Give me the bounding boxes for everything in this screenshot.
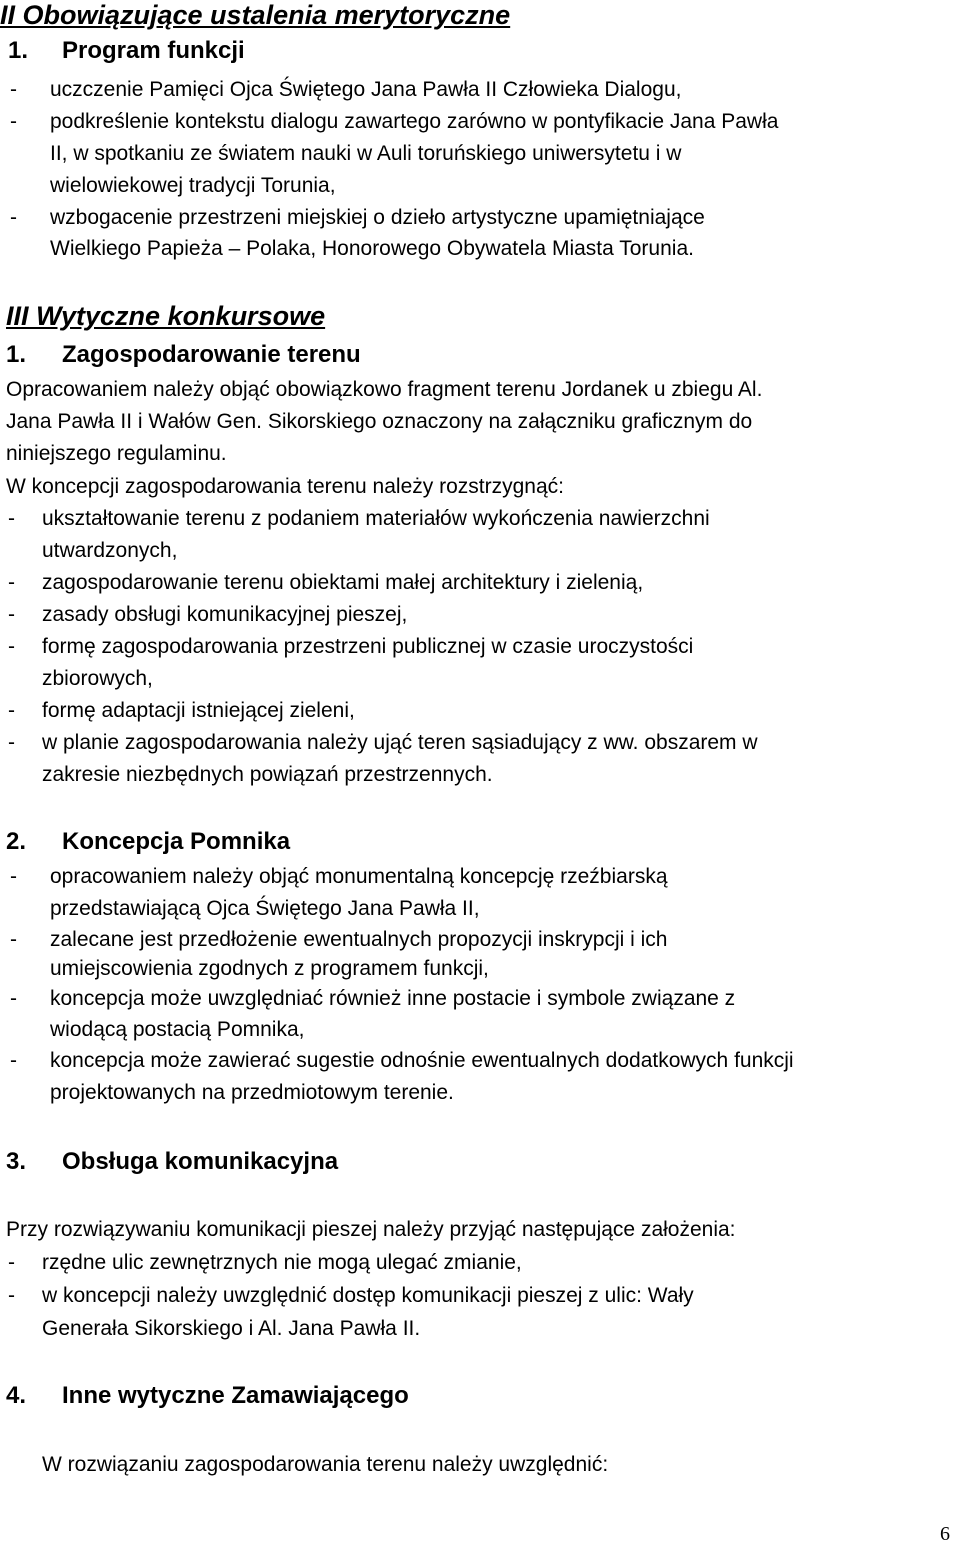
list-item: rzędne ulic zewnętrznych nie mogą ulegać zmianie,	[42, 1251, 522, 1274]
paragraph-line: niniejszego regulaminu.	[6, 442, 227, 465]
paragraph-lead: W rozwiązaniu zagospodarowania terenu należy uwzględnić:	[42, 1453, 609, 1476]
list-item-continuation: zakresie niezbędnych powiązań przestrzennych.	[42, 763, 493, 786]
section-heading: II Obowiązujące ustalenia merytoryczne	[0, 0, 511, 30]
list-dash: -	[10, 1049, 17, 1072]
list-item: uczczenie Pamięci Ojca Świętego Jana Pawła II Człowieka Dialogu,	[50, 78, 682, 101]
list-item-continuation: zbiorowych,	[42, 667, 153, 690]
subsection-number: 1.	[6, 341, 27, 368]
list-item-continuation: II, w spotkaniu ze światem nauki w Auli toruńskiego uniwersytetu i w	[50, 142, 682, 165]
list-item: zasady obsługi komunikacyjnej pieszej,	[42, 603, 408, 626]
list-dash: -	[10, 987, 17, 1010]
list-item-continuation: Generała Sikorskiego i Al. Jana Pawła II.	[42, 1317, 421, 1340]
list-dash: -	[10, 928, 17, 951]
subsection-number: 2.	[6, 828, 27, 855]
subsection-number: 3.	[6, 1148, 27, 1175]
subsection-title: Inne wytyczne Zamawiającego	[62, 1382, 409, 1409]
list-dash: -	[8, 635, 15, 658]
list-dash: -	[8, 1284, 15, 1307]
subsection-title: Obsługa komunikacyjna	[62, 1148, 339, 1175]
list-item-continuation: wielowiekowej tradycji Torunia,	[50, 174, 336, 197]
paragraph-lead: Przy rozwiązywaniu komunikacji pieszej należy przyjąć następujące założenia:	[6, 1218, 736, 1241]
subsection-number: 1.	[8, 37, 29, 64]
list-dash: -	[10, 78, 17, 101]
section-heading: III Wytyczne konkursowe	[6, 301, 326, 331]
subsection-number: 4.	[6, 1382, 27, 1409]
paragraph-line: Jana Pawła II i Wałów Gen. Sikorskiego oznaczony na załączniku graficznym do	[6, 410, 753, 433]
list-item-continuation: projektowanych na przedmiotowym terenie.	[50, 1081, 454, 1104]
paragraph-line: Opracowaniem należy objąć obowiązkowo fragment terenu Jordanek u zbiegu Al.	[6, 378, 763, 401]
list-item: ukształtowanie terenu z podaniem materiałów wykończenia nawierzchni	[42, 507, 710, 530]
list-item-continuation: Wielkiego Papieża – Polaka, Honorowego Obywatela Miasta Torunia.	[50, 237, 694, 260]
page-number: 6	[940, 1523, 950, 1545]
list-item: w koncepcji należy uwzględnić dostęp komunikacji pieszej z ulic: Wały	[42, 1284, 694, 1307]
list-item: w planie zagospodarowania należy ująć teren sąsiadujący z ww. obszarem w	[42, 731, 758, 754]
list-item-continuation: umiejscowienia zgodnych z programem funkcji,	[50, 957, 489, 980]
list-dash: -	[8, 1251, 15, 1274]
list-item: podkreślenie kontekstu dialogu zawartego zarówno w pontyfikacie Jana Pawła	[50, 110, 779, 133]
list-item: koncepcja może zawierać sugestie odnośnie ewentualnych dodatkowych funkcji	[50, 1049, 794, 1072]
list-dash: -	[10, 206, 17, 229]
list-dash: -	[8, 571, 15, 594]
list-item: formę zagospodarowania przestrzeni publicznej w czasie uroczystości	[42, 635, 694, 658]
list-dash: -	[10, 110, 17, 133]
list-dash: -	[8, 699, 15, 722]
list-item: wzbogacenie przestrzeni miejskiej o dzieło artystyczne upamiętniające	[50, 206, 705, 229]
list-dash: -	[8, 603, 15, 626]
list-item-continuation: przedstawiającą Ojca Świętego Jana Pawła II,	[50, 897, 480, 920]
subsection-title: Zagospodarowanie terenu	[62, 341, 361, 368]
list-item: koncepcja może uwzględniać również inne postacie i symbole związane z	[50, 987, 736, 1010]
list-item: zagospodarowanie terenu obiektami małej architektury i zielenią,	[42, 571, 644, 594]
list-item-continuation: wiodącą postacią Pomnika,	[50, 1018, 305, 1041]
list-dash: -	[10, 865, 17, 888]
subsection-title: Program funkcji	[62, 37, 245, 64]
list-item: opracowaniem należy objąć monumentalną koncepcję rzeźbiarską	[50, 865, 668, 888]
list-dash: -	[8, 731, 15, 754]
list-item: zalecane jest przedłożenie ewentualnych propozycji inskrypcji i ich	[50, 928, 668, 951]
list-dash: -	[8, 507, 15, 530]
list-item: formę adaptacji istniejącej zieleni,	[42, 699, 355, 722]
paragraph-lead: W koncepcji zagospodarowania terenu należy rozstrzygnąć:	[6, 475, 564, 498]
list-item-continuation: utwardzonych,	[42, 539, 178, 562]
subsection-title: Koncepcja Pomnika	[62, 828, 291, 855]
